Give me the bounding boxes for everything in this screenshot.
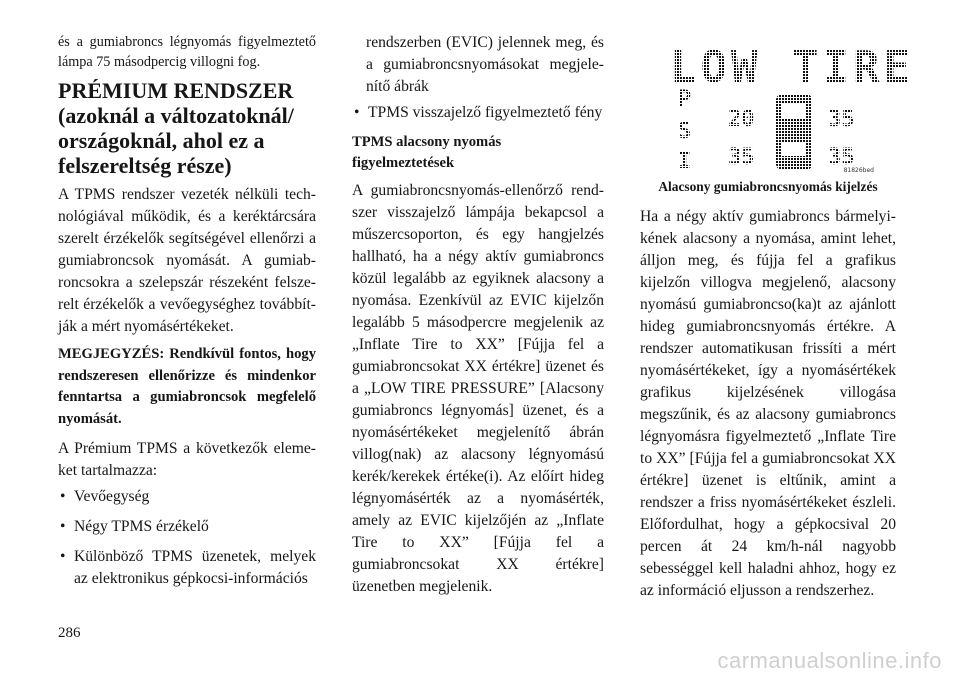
- low-tire-display-graphic: [668, 42, 914, 174]
- paragraph-low-pressure-warning: A gumiabroncsnyomás-ellenőrző rendszer visszajelző lámpája bekapcsol a műszercsoporton, és egy hangjelzés hallható, ha a négy aktív gumiabroncs közül legalább az egyiknek alacsony a nyomása. Ezenkívül az EVIC kijelzőn legalább 5 másodpercre megjelenik az „Inflate Tire to XX” [Fújja fel a gumiabroncsokat XX értékre] üzenet és a „LOW TIRE PRESSURE” [Alacsony gumiabroncs légnyomás] üzenet, és a nyomásértékeket megjelenítő ábrán villog(nak) az alacsony légnyomású kerék/kerekek értéke(i). Az előírt hideg légnyomásérték az a nyomásérték, amely az EVIC kijelzőjén az „Inflate Tire to XX” [Fújja fel a gumiabroncsokat XX értékre] üzenetben megjelenik.: [352, 182, 604, 595]
- bullet-icon: •: [60, 518, 66, 535]
- components-list: [58, 486, 316, 590]
- note-paragraph: MEGJEGYZÉS: Rendkívül fontos, hogy rendszeresen ellenőrizze és mindenkor fenntartsa a gumiabroncsok megfelelő nyomását.: [58, 346, 316, 427]
- display-letter-p: P: [678, 87, 692, 112]
- bullet-icon: •: [354, 104, 360, 121]
- display-letter-s: S: [678, 119, 692, 144]
- figure-caption: Alacsony gumiabroncsnyomás kijelzés: [658, 179, 878, 194]
- list-item: [58, 516, 316, 538]
- display-title: LOW TIRE: [670, 42, 914, 93]
- list-item-text: Vevőegység: [74, 488, 150, 505]
- figure-code: 81826bed: [843, 167, 874, 174]
- indicator-list: [352, 102, 604, 124]
- column-right: [640, 32, 914, 602]
- watermark: carmanualsonline.info: [717, 648, 942, 673]
- bullet-icon: •: [60, 548, 66, 565]
- list-item: [58, 486, 316, 508]
- section-heading: PRÉMIUM RENDSZER (azoknál a változatoknál/ országoknál, ahol ez a felszereltség része): [58, 78, 294, 178]
- subheading-low-pressure: TPMS alacsony nyomás figyelmeztetések: [352, 134, 502, 171]
- paragraph-components-intro: A Prémium TPMS a következők elemeket tartalmazza:: [58, 440, 316, 479]
- paragraph-inflate-instructions: Ha a négy aktív gumiabroncs bármelyikének alacsony a nyomása, amint lehet, álljon meg, és fújja fel a grafikus kijelzőn villogva megjelenő, alacsony nyomású gumiabroncso(ka)t az ajánlott hideg gumiabroncsnyomás értékre. A rendszer automatikusan frissíti a mért nyomásértékeket, így a nyomásértékek grafikus kijelzésének villogása megszűnik, és az alacsony gumiabroncs légnyomásra figyelmeztető „Inflate Tire to XX” [Fújja fel a gumiabroncsokat XX értékre] üzenet is eltűnik, amint a rendszer a friss nyomásértékeket észleli. Előfordulhat, hogy a gépkocsival 20 percen át 24 km/h-nál nagyobb sebességgel kell haladni ahhoz, hogy ez az információ eljusson a rendszerhez.: [640, 208, 896, 599]
- column-left: [58, 32, 316, 598]
- list-item-text: Különböző TPMS üzenetek, melyek az elektronikus gépkocsi-információs: [74, 548, 316, 587]
- list-item-text: TPMS visszajelző figyelmeztető fény: [368, 104, 603, 121]
- bullet-icon: •: [60, 488, 66, 505]
- display-front-right-value: 35: [828, 107, 855, 132]
- list-continuation: rendszerben (EVIC) jelennek meg, és a gumiabroncsnyomásokat megjelenítő ábrák: [366, 34, 604, 95]
- list-item: [352, 102, 604, 124]
- low-tire-display-figure: [668, 42, 914, 174]
- display-rear-right-value: 35: [828, 145, 855, 170]
- intro-text: és a gumiabroncs légnyomás figyelmeztető lámpa 75 másodpercig villogni fog.: [58, 34, 316, 70]
- display-front-left-value: 20: [728, 107, 755, 132]
- display-letter-i: I: [678, 149, 692, 174]
- list-item: [58, 546, 316, 590]
- list-item-text: Négy TPMS érzékelő: [74, 518, 209, 535]
- page-number: 286: [58, 625, 81, 641]
- column-middle: [352, 32, 604, 598]
- paragraph-tpms-description: A TPMS rendszer vezeték nélküli technológiával működik, és a keréktárcsára szerelt érzékelők segítségével ellenőrzi a gumiabroncsok nyomását. A gumiabroncsokra a szelepszár részeként felszerelt érzékelők a vevőegységhez továbbítják a mért nyomásértékeket.: [58, 186, 316, 335]
- display-rear-left-value: 35: [728, 145, 755, 170]
- vehicle-outline-icon: [776, 94, 812, 170]
